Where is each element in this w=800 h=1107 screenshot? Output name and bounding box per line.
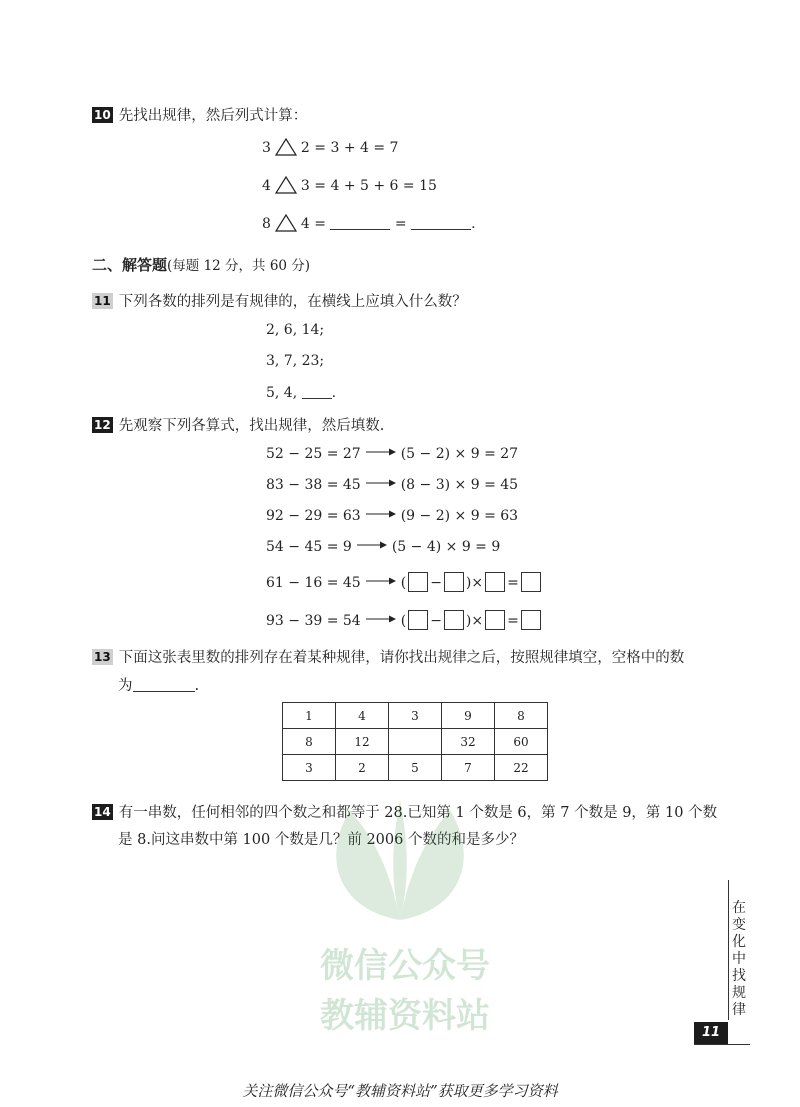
section-subtitle: (每题 12 分，共 60 分) xyxy=(167,258,311,274)
q14-number: 14 xyxy=(94,805,111,819)
open-paren: ( xyxy=(400,575,407,591)
answer-blank[interactable] xyxy=(411,215,471,230)
arrow-right-icon xyxy=(365,447,397,457)
q12-row-1-right: (5 − 2) × 9 = 27 xyxy=(400,446,519,462)
table-cell: 3 xyxy=(283,755,336,781)
number-table xyxy=(282,702,548,781)
q11-prompt xyxy=(92,290,467,311)
equals-sign: = xyxy=(507,575,519,591)
answer-blank[interactable] xyxy=(330,215,390,230)
arrow-right-icon xyxy=(365,576,397,586)
minus-sign: − xyxy=(430,613,442,629)
q13-text-1: 下面这张表里数的排列存在着某种规律，请你找出规律之后，按照规律填空，空格中的数 xyxy=(118,650,685,666)
triangle-icon xyxy=(275,214,297,232)
q10-line-2-post: 3 = 4 + 5 + 6 = 15 xyxy=(300,178,437,194)
table-cell: 5 xyxy=(389,755,442,781)
q10-line-3-pre: 8 xyxy=(262,216,271,232)
q12-row-1 xyxy=(266,446,518,462)
q10-prompt xyxy=(92,104,307,125)
q12-row-2-right: (8 − 3) × 9 = 45 xyxy=(400,477,519,493)
q14-text-1: 有一串数，任何相邻的四个数之和都等于 28.已知第 1 个数是 6，第 7 个数是 9，第 10 个数 xyxy=(118,805,718,821)
q11-line-2: 3, 7, 23; xyxy=(266,353,325,369)
page-rule xyxy=(694,1044,750,1045)
answer-box[interactable] xyxy=(444,572,464,592)
watermark-line-1: 微信公众号 xyxy=(320,946,490,986)
arrow-right-icon xyxy=(356,540,388,550)
chapter-label: 在变化中找规律 xyxy=(732,900,746,1018)
answer-box[interactable] xyxy=(521,610,541,630)
arrow-right-icon xyxy=(365,614,397,624)
q12-row-4-left: 54 − 45 = 9 xyxy=(266,539,352,555)
q13-text-2-pre: 为 xyxy=(118,678,133,694)
table-cell: 1 xyxy=(283,703,336,729)
triangle-icon xyxy=(275,176,297,194)
table-cell: 4 xyxy=(336,703,389,729)
answer-box[interactable] xyxy=(521,572,541,592)
q11-text: 下列各数的排列是有规律的，在横线上应填入什么数？ xyxy=(118,294,467,310)
q12-row-4 xyxy=(266,539,500,555)
table-cell: 8 xyxy=(495,703,548,729)
answer-blank[interactable] xyxy=(133,677,195,692)
q10-line-1-pre: 3 xyxy=(262,140,271,156)
table-row xyxy=(283,703,548,729)
answer-box[interactable] xyxy=(444,610,464,630)
section-title: 二、解答题 xyxy=(92,256,168,274)
q12-row-2-left: 83 − 38 = 45 xyxy=(266,477,361,493)
table-cell: 8 xyxy=(283,729,336,755)
q13-prompt-2 xyxy=(118,674,199,695)
q10-number: 10 xyxy=(94,108,111,122)
table-cell: 60 xyxy=(495,729,548,755)
open-paren: ( xyxy=(400,613,407,629)
q13-prompt xyxy=(92,646,684,667)
watermark-line-2: 教辅资料站 xyxy=(320,996,490,1036)
q12-row-1-left: 52 − 25 = 27 xyxy=(266,446,361,462)
table-cell: 32 xyxy=(442,729,495,755)
triangle-icon xyxy=(275,138,297,156)
q13-text-2-post: . xyxy=(194,678,200,694)
q12-number: 12 xyxy=(94,418,111,432)
table-cell: 2 xyxy=(336,755,389,781)
q11-number: 11 xyxy=(94,294,111,308)
table-row xyxy=(283,755,548,781)
q12-prompt xyxy=(92,414,384,435)
q14-text-2: 是 8.问这串数中第 100 个数是几？前 2006 个数的和是多少？ xyxy=(118,832,524,848)
table-cell: 7 xyxy=(442,755,495,781)
answer-box[interactable] xyxy=(408,572,428,592)
q10-line-3-mid: = xyxy=(394,216,407,232)
q12-row-2 xyxy=(266,477,518,493)
q12-row-6 xyxy=(266,610,543,630)
table-cell: 9 xyxy=(442,703,495,729)
footer-note: 关注微信公众号“教辅资料站”获取更多学习资料 xyxy=(242,1082,558,1100)
q10-line-3-post: 4 = xyxy=(300,216,327,232)
arrow-right-icon xyxy=(365,478,397,488)
table-cell: 12 xyxy=(336,729,389,755)
table-cell-blank[interactable] xyxy=(389,729,442,755)
q11-line-1: 2, 6, 14; xyxy=(266,322,325,338)
q10-line-3-end: . xyxy=(471,216,476,232)
answer-box[interactable] xyxy=(485,572,505,592)
q12-row-3 xyxy=(266,508,518,524)
times-sign: )× xyxy=(465,575,484,591)
q10-line-2-pre: 4 xyxy=(262,178,271,194)
q10-line-3 xyxy=(262,214,476,232)
answer-box[interactable] xyxy=(408,610,428,630)
q10-line-1-post: 2 = 3 + 4 = 7 xyxy=(300,140,399,156)
table-cell: 22 xyxy=(495,755,548,781)
table-row xyxy=(283,729,548,755)
times-sign: )× xyxy=(465,613,484,629)
q12-text: 先观察下列各算式，找出规律，然后填数. xyxy=(118,418,385,434)
q11-line-3-end: . xyxy=(331,385,337,401)
minus-sign: − xyxy=(430,575,442,591)
table-cell: 3 xyxy=(389,703,442,729)
q10-line-1 xyxy=(262,138,398,156)
q12-row-6-left: 93 − 39 = 54 xyxy=(266,613,361,629)
leaf-logo-icon xyxy=(280,790,520,930)
arrow-right-icon xyxy=(365,509,397,519)
section-heading xyxy=(92,254,310,275)
answer-box[interactable] xyxy=(485,610,505,630)
q12-row-5 xyxy=(266,572,543,592)
q13-number: 13 xyxy=(94,650,111,664)
answer-blank[interactable] xyxy=(302,384,332,399)
q11-line-3 xyxy=(266,384,336,401)
q11-line-3-text: 5, 4, xyxy=(266,385,298,401)
q12-row-3-left: 92 − 29 = 63 xyxy=(266,508,361,524)
q12-row-5-left: 61 − 16 = 45 xyxy=(266,575,361,591)
q10-text: 先找出规律，然后列式计算： xyxy=(118,108,308,124)
page-number: 11 xyxy=(694,1022,728,1044)
equals-sign: = xyxy=(507,613,519,629)
q10-line-2 xyxy=(262,176,437,194)
q12-row-4-right: (5 − 4) × 9 = 9 xyxy=(391,539,501,555)
q12-row-3-right: (9 − 2) × 9 = 63 xyxy=(400,508,519,524)
